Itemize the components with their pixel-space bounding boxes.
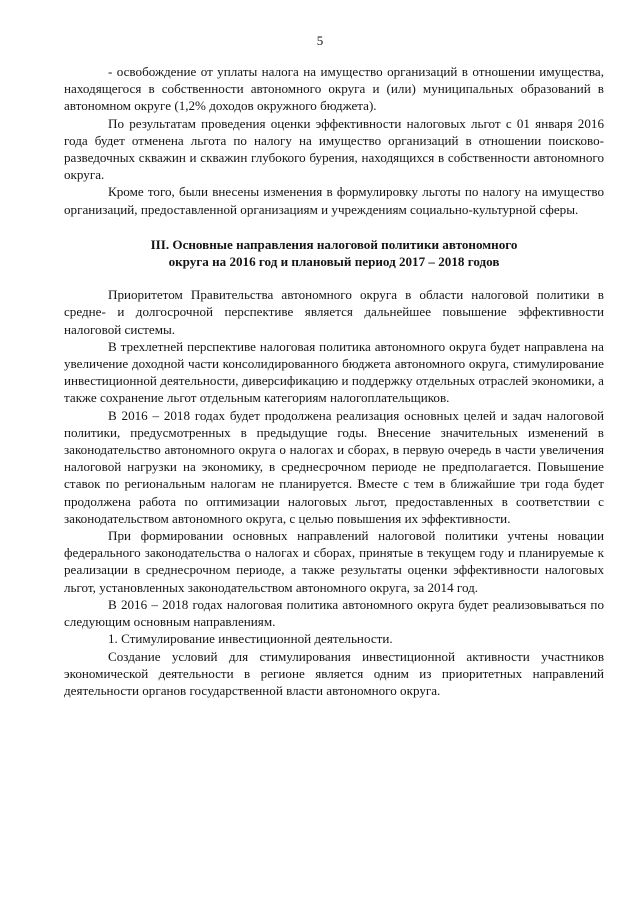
page-number: 5 bbox=[316, 33, 324, 48]
section-heading bbox=[64, 236, 604, 270]
paragraph-three-year-outlook: В трехлетней перспективе налоговая политика автономного округа будет направлена на увеличение доходной части консолидированного бюджета автономного округа, стимулирование инвестиционной деятельности, диверсификацию и поддержку отдельных отраслей экономики, а также сохранение льгот отдельным категориям налогоплательщиков. bbox=[64, 338, 604, 406]
paragraph-investment-conditions: Создание условий для стимулирования инвестиционной активности участников экономической деятельности в регионе является одним из приоритетных направлений деятельности органов государственной власти автономного округа. bbox=[64, 648, 604, 698]
paragraph-benefit-cancellation: По результатам проведения оценки эффективности налоговых льгот с 01 января 2016 года будет отменена льгота по налогу на имущество организаций в отношении поисково-разведочных скважин и скважин глубокого бурения, находящихся в собственности автономного округа. bbox=[64, 115, 604, 183]
document-body bbox=[64, 63, 604, 699]
list-item-investment-stimulation: 1. Стимулирование инвестиционной деятельности. bbox=[108, 631, 393, 647]
section-heading-line-2: округа на 2016 год и плановый период 2017 – 2018 годов bbox=[168, 254, 500, 270]
paragraph-federal-novations: При формировании основных направлений налоговой политики учтены новации федерального законодательства о налогах и сборах, принятые в текущем году и планируемые к реализации в среднесрочном периоде, а также результаты оценки эффективности налоговых льгот, установленных законодательством автономного округа, за 2014 год. bbox=[64, 528, 604, 595]
paragraph-goals-continuation: В 2016 – 2018 годах будет продолжена реализация основных целей и задач налоговой политики, предусмотренных в предыдущие годы. Внесение значительных изменений в законодательство автономного округа о налогах и сборах, в первую очередь в части увеличения налоговой нагрузки на экономику, в среднесрочном периоде не предполагается. Повышение ставок по региональным налогам не планируется. Вместе с тем в ближайшие три года будет продолжена работа по оптимизации налоговых льгот, предоставленных в соответствии с законодательством автономного округа, с целью повышения их эффективности. bbox=[64, 407, 604, 526]
paragraph-property-tax-exemption: - освобождение от уплаты налога на имущество организаций в отношении имущества, находящегося в собственности автономного округа и (или) муниципальных образований в автономном округе (1,2% доходов окружного бюджета). bbox=[64, 64, 604, 114]
paragraph-priority: Приоритетом Правительства автономного округа в области налоговой политики в средне- и долгосрочной перспективе является дальнейшее повышение эффективности налоговой системы. bbox=[64, 287, 604, 337]
section-heading-line-1: III. Основные направления налоговой политики автономного bbox=[150, 236, 518, 252]
paragraph-main-directions-intro: В 2016 – 2018 годах налоговая политика автономного округа будет реализовываться по следующим основным направлениям. bbox=[64, 596, 604, 630]
paragraph-benefit-wording-change: Кроме того, были внесены изменения в формулировку льготы по налогу на имущество организаций, предоставленной организациям и учреждениям социально-культурной сферы. bbox=[64, 184, 604, 217]
